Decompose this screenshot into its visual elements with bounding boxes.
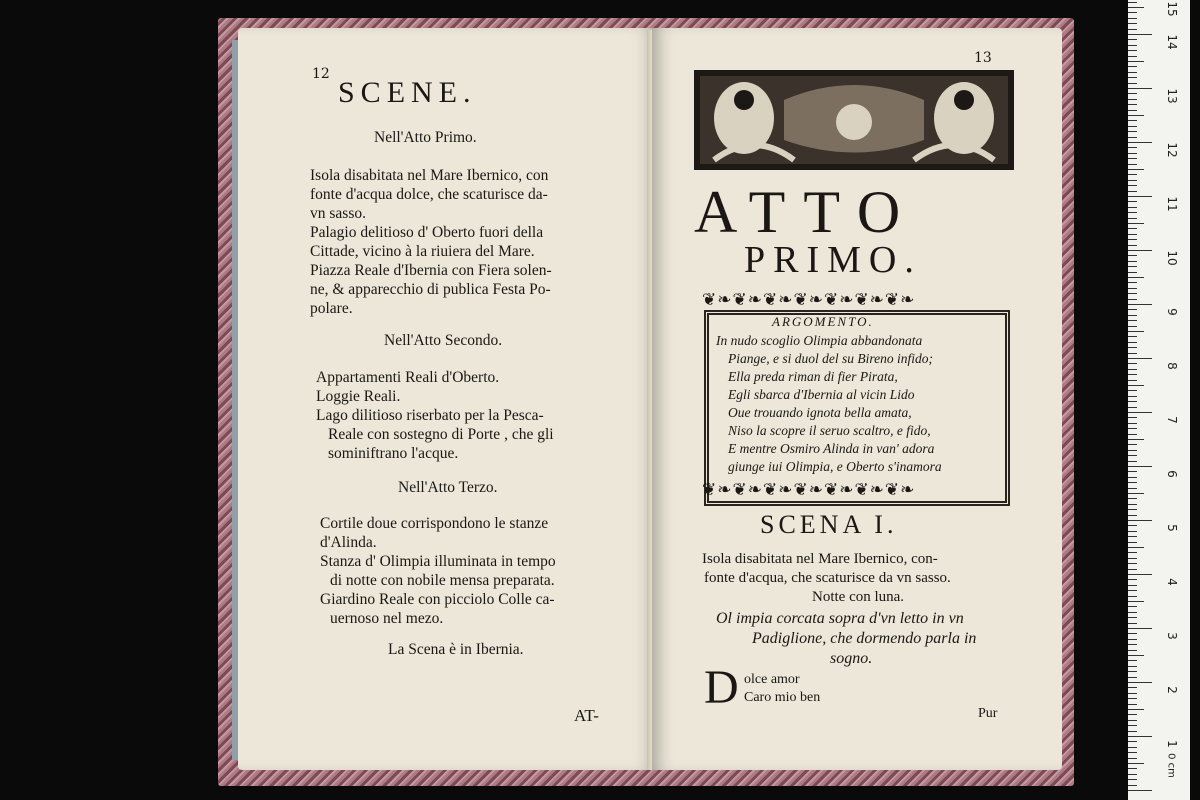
text-line: Appartamenti Reali d'Oberto. [316,369,500,386]
stage-direction: Ol impia corcata sopra d'vn letto in vn [716,610,964,627]
ruler-tick [1128,617,1137,618]
ruler-tick [1128,336,1137,337]
ruler-tick [1128,12,1137,13]
ruler-tick [1128,752,1137,753]
text-line: Cittade, vicino à la riuiera del Mare. [310,243,535,260]
ruler-tick [1128,606,1137,607]
ruler-tick [1128,785,1137,786]
ruler-number: 15 [1165,1,1179,17]
act3-heading: Nell'Atto Terzo. [398,479,498,496]
ruler-tick [1128,434,1137,435]
ruler-tick [1128,142,1152,143]
act-title-line2: PRIMO. [744,239,922,281]
ruler-tick [1128,639,1137,640]
text-line: polare. [310,300,353,317]
ruler-tick [1128,50,1137,51]
ruler-tick [1128,623,1137,624]
ruler-number: 13 [1165,88,1179,104]
ruler-tick [1128,326,1137,327]
ruler-tick [1128,660,1137,661]
ruler-tick [1128,633,1137,634]
ruler-tick [1128,493,1144,494]
ruler-tick [1128,7,1144,8]
ruler-tick [1128,164,1137,165]
ruler-tick [1128,450,1137,451]
ruler-tick [1128,23,1137,24]
ruler-number: 1 [1165,740,1179,748]
ornament-border-icon: ❦❧❦❧❦❧❦❧❦❧❦❧❦❧ [702,480,916,500]
catchword: AT- [574,706,599,725]
ruler-tick [1128,358,1152,359]
ruler-tick [1128,93,1137,94]
ruler-tick [1128,196,1152,197]
ruler-tick [1128,2,1137,3]
ruler-tick [1128,207,1137,208]
ruler-tick [1128,471,1137,472]
ruler-tick [1128,282,1137,283]
page-number: 12 [312,66,330,82]
stage-direction: Padiglione, che dormendo parla in [752,630,977,647]
ruler-tick [1128,558,1137,559]
ruler-number: 2 [1165,686,1179,694]
ruler-tick [1128,320,1137,321]
ruler-number: 6 [1165,470,1179,478]
ruler-tick [1128,466,1152,467]
ruler-tick [1128,482,1137,483]
ruler-tick [1128,255,1137,256]
ruler-tick [1128,704,1137,705]
text-line: Stanza d' Olimpia illuminata in tempo [320,553,556,570]
ruler-tick [1128,120,1137,121]
text-line: Isola disabitata nel Mare Ibernico, con- [702,551,938,567]
verse-line: Caro mio ben [744,690,821,705]
ruler-tick [1128,223,1144,224]
ruler-tick [1128,234,1137,235]
ruler-tick [1128,709,1144,710]
act1-heading: Nell'Atto Primo. [374,129,477,146]
ruler-number: 5 [1165,524,1179,532]
ruler-tick [1128,601,1144,602]
left-page [238,28,656,770]
ruler-tick [1128,380,1137,381]
ruler-tick [1128,137,1137,138]
ruler-tick [1128,412,1152,413]
ruler-tick [1128,585,1137,586]
ruler-tick [1128,763,1144,764]
ruler-tick [1128,698,1137,699]
ruler-tick [1128,731,1137,732]
ruler-tick [1128,110,1137,111]
ruler-tick [1128,596,1137,597]
ruler-tick [1128,628,1152,629]
ruler-tick [1128,309,1137,310]
ruler-tick [1128,590,1137,591]
ruler-tick [1128,245,1137,246]
ruler-tick [1128,104,1137,105]
ruler-tick [1128,714,1137,715]
ruler-tick [1128,374,1137,375]
ruler-tick [1128,779,1137,780]
text-line: Lago dilitioso riserbato per la Pesca- [316,407,544,424]
ruler-tick [1128,201,1137,202]
ruler-tick [1128,77,1137,78]
ruler-tick [1128,191,1137,192]
ruler-number: 10 [1165,250,1179,266]
ruler-tick [1128,455,1137,456]
text-line: fonte d'acqua dolce, che scaturisce da- [310,186,548,203]
verse-line: Ella preda riman di fier Pirata, [728,369,898,384]
ruler-tick [1128,428,1137,429]
text-line: Reale con sostegno di Porte , che gli [328,426,554,443]
verse-line: Piange, e si duol del su Bireno infido; [728,351,933,366]
text-line: ne, & apparecchio di publica Festa Po- [310,281,551,298]
ruler-tick [1128,272,1137,273]
ruler-number: 3 [1165,632,1179,640]
ruler-number: 9 [1165,308,1179,316]
ruler-tick [1128,34,1152,35]
ruler-tick [1128,228,1137,229]
stage-direction: sogno. [830,650,873,667]
ruler-tick [1128,353,1137,354]
verse-line: Oue trouando ignota bella amata, [728,405,912,420]
text-line: vn sasso. [310,205,366,222]
ruler-tick [1128,39,1137,40]
ruler-tick [1128,29,1137,30]
ruler-tick [1128,363,1137,364]
measuring-ruler [1128,0,1190,800]
ruler-tick [1128,239,1137,240]
ruler-tick [1128,612,1137,613]
ruler-tick [1128,169,1144,170]
ruler-tick [1128,693,1137,694]
ruler-tick [1128,498,1137,499]
ruler-tick [1128,725,1137,726]
verse-line: Egli sbarca d'Ibernia al vicin Lido [728,387,915,402]
verse-line: giunge iui Olimpia, e Oberto s'inamora [728,459,942,474]
ruler-tick [1128,18,1137,19]
woodcut-headpiece-icon [694,70,1014,170]
ruler-tick [1128,390,1137,391]
ruler-tick [1128,531,1137,532]
ruler-tick [1128,83,1137,84]
ruler-tick [1128,385,1144,386]
ruler-tick [1128,552,1137,553]
ruler-tick [1128,261,1137,262]
ruler-tick [1128,563,1137,564]
page-number: 13 [974,50,992,66]
verse-line: E mentre Osmiro Alinda in van' adora [728,441,935,456]
ruler-tick [1128,650,1137,651]
verse-line: olce amor [744,672,800,687]
ruler-tick [1128,774,1137,775]
ruler-tick [1128,66,1137,67]
ruler-tick [1128,153,1137,154]
ruler-tick [1128,477,1137,478]
ruler-tick [1128,687,1137,688]
ruler-tick [1128,747,1137,748]
ruler-tick [1128,439,1144,440]
drop-cap: D [704,661,739,714]
ruler-tick [1128,768,1137,769]
ruler-tick [1128,342,1137,343]
ruler-tick [1128,396,1137,397]
ruler-tick [1128,407,1137,408]
ruler-tick [1128,720,1137,721]
ruler-tick [1128,579,1137,580]
ruler-tick [1128,488,1137,489]
ruler-tick [1128,212,1137,213]
ruler-number: 11 [1165,196,1179,212]
ruler-tick [1128,547,1144,548]
ruler-tick [1128,61,1144,62]
argomento-heading: ARGOMENTO. [772,314,874,329]
ruler-tick [1128,444,1137,445]
ruler-tick [1128,671,1137,672]
ruler-tick [1128,666,1137,667]
text-line: Palagio delitioso d' Oberto fuori della [310,224,544,241]
ruler-tick [1128,72,1137,73]
ruler-tick [1128,304,1152,305]
text-line: Loggie Reali. [316,388,401,405]
ruler-unit-label: 0 cm [1165,753,1177,778]
ruler-number: 12 [1165,142,1179,158]
text-line: sominiftrano l'acque. [328,445,459,462]
page-title: SCENE. [338,76,477,109]
ruler-tick [1128,45,1137,46]
act-title-line1: ATTO [694,179,919,245]
ruler-tick [1128,293,1137,294]
ruler-tick [1128,158,1137,159]
ruler-tick [1128,655,1144,656]
ruler-number: 7 [1165,416,1179,424]
verse-line: In nudo scoglio Olimpia abbandonata [716,333,923,348]
ruler-tick [1128,790,1152,791]
ruler-tick [1128,461,1137,462]
right-page [652,28,1062,770]
ruler-tick [1128,56,1137,57]
ruler-tick [1128,369,1137,370]
ruler-tick [1128,99,1137,100]
ruler-tick [1128,218,1137,219]
ruler-tick [1128,315,1137,316]
text-line: fonte d'acqua, che scaturisce da vn sasso. [704,570,951,586]
ruler-tick [1128,423,1137,424]
ruler-tick [1128,758,1137,759]
ornament-border-icon: ❦❧❦❧❦❧❦❧❦❧❦❧❦❧ [702,290,916,310]
ruler-tick [1128,331,1144,332]
text-line: Cortile doue corrispondono le stanze [320,515,549,532]
ruler-tick [1128,417,1137,418]
text-line: d'Alinda. [320,534,377,551]
ruler-tick [1128,509,1137,510]
ruler-tick [1128,266,1137,267]
ruler-tick [1128,504,1137,505]
ruler-tick [1128,174,1137,175]
ruler-tick [1128,569,1137,570]
ruler-tick [1128,347,1137,348]
ruler-tick [1128,250,1152,251]
ruler-tick [1128,88,1152,89]
ruler-tick [1128,131,1137,132]
ruler-tick [1128,288,1137,289]
ruler-tick [1128,525,1137,526]
ruler-number: 4 [1165,578,1179,586]
ruler-tick [1128,185,1137,186]
ruler-tick [1128,180,1137,181]
verse-line: Niso la scopre il seruo scaltro, e fido, [728,423,931,438]
catchword: Pur [978,706,998,721]
ruler-tick [1128,277,1144,278]
ruler-tick [1128,115,1144,116]
ruler-tick [1128,741,1137,742]
ruler-tick [1128,126,1137,127]
ruler-tick [1128,736,1152,737]
ruler-tick [1128,520,1152,521]
text-line: di notte con nobile mensa preparata. [330,572,555,589]
ruler-tick [1128,682,1152,683]
closing-line: La Scena è in Ibernia. [388,641,524,658]
ruler-tick [1128,536,1137,537]
ruler-number: 14 [1165,34,1179,50]
ruler-tick [1128,542,1137,543]
ruler-tick [1128,677,1137,678]
ruler-tick [1128,644,1137,645]
ruler-tick [1128,299,1137,300]
text-line: uernoso nel mezo. [330,610,444,627]
act2-heading: Nell'Atto Secondo. [384,332,503,349]
scene-heading: SCENA I. [760,510,898,539]
ruler-tick [1128,401,1137,402]
ruler-tick [1128,574,1152,575]
text-line: Isola disabitata nel Mare Ibernico, con [310,167,549,184]
ruler-tick [1128,515,1137,516]
ruler-number: 8 [1165,362,1179,370]
text-line: Giardino Reale con picciolo Colle ca- [320,591,555,608]
ruler-tick [1128,147,1137,148]
text-line: Notte con luna. [812,589,905,605]
text-line: Piazza Reale d'Ibernia con Fiera solen- [310,262,552,279]
